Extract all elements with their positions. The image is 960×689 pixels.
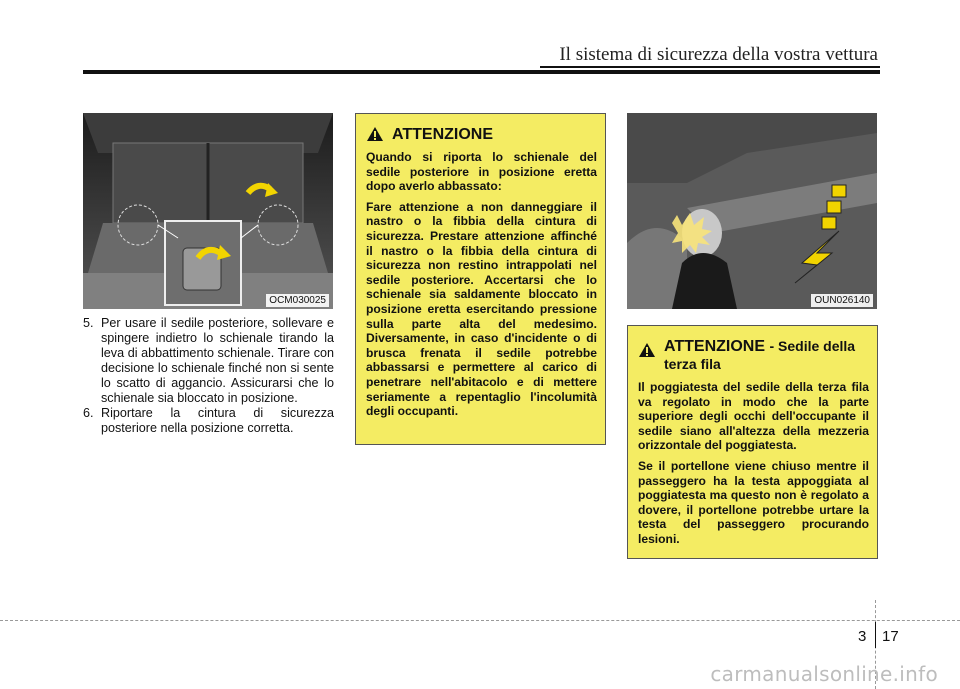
warning-header <box>638 338 869 374</box>
warning-paragraph: Il poggiatesta del sedile della terza fila va regolato in modo che la parte superiore degli occhi dell'occupante il sedile siano all'altezza della mezzeria orizzontale del poggiatesta. <box>638 380 869 453</box>
header-rule-thin <box>540 66 880 68</box>
instruction-list <box>83 316 334 436</box>
warning-paragraph: Quando si riporta lo schienale del sedile posteriore in posizione eretta dopo averlo abbassato: <box>366 150 597 194</box>
chapter-number: 3 <box>858 628 867 645</box>
instruction-text: Riportare la cintura di sicurezza posteriore nella posizione corretta. <box>101 406 334 435</box>
site-watermark: carmanualsonline.info <box>710 662 938 686</box>
instruction-number: 6. <box>83 406 94 420</box>
section-title: Il sistema di sicurezza della vostra vettura <box>559 44 878 65</box>
header-rule <box>83 70 880 74</box>
cargo-seat-photo <box>83 113 333 309</box>
warning-paragraph: Se il portellone viene chiuso mentre il passeggero ha la testa appoggiata al poggiatesta ma questo non è regolato a dovere, il portellone potrebbe urtare la testa del passeggero procurando lesioni. <box>638 458 869 546</box>
warning-paragraph: Fare attenzione a non danneggiare il nastro o la fibbia della cintura di sicurezza. Prestare attenzione affinché il nastro o la fibbia della cintura di sicurezza non restino intrappolati nel sedile posteriore. Accertarsi che lo schienale sia saldamente bloccato in posizione eretta esercitando pressione sulla parte alta del medesimo. Diversamente, in caso d'incidente o di brusca frenata il sedile potrebbe abbassarsi e permettere al carico di penetrare nell'abitacolo e di mettere seriamente a repentaglio l'incolumità degli occupanti. <box>366 199 597 419</box>
warning-subtitle: - Sedile della terza fila <box>664 338 856 372</box>
page-number-separator <box>875 622 876 648</box>
cargo-seat-illustration <box>83 113 333 309</box>
headrest-tailgate-illustration <box>627 113 877 309</box>
page-number: 17 <box>882 628 899 645</box>
warning-title: ATTENZIONE <box>664 338 766 355</box>
warning-heading-group <box>664 338 869 374</box>
headrest-tailgate-photo <box>627 113 877 309</box>
figure-caption-left: OCM030025 <box>266 294 329 307</box>
warning-box-headrest <box>627 325 878 559</box>
instruction-item <box>83 316 334 406</box>
figure-caption-right: OUN026140 <box>811 294 873 307</box>
warning-triangle-icon <box>366 126 384 142</box>
warning-header <box>366 126 597 144</box>
instruction-item <box>83 406 334 436</box>
instruction-number: 5. <box>83 316 94 330</box>
warning-triangle-icon <box>638 342 656 358</box>
warning-title: ATTENZIONE <box>392 126 494 143</box>
instruction-text: Per usare il sedile posteriore, sollevare e spingere indietro lo schienale tirando la leva di abbattimento schienale. Tirare con decisione lo schienale finché non si sente lo scatto di aggancio. Assicurarsi che lo schienale sia bloccato in posizione. <box>101 316 334 405</box>
crop-mark-horizontal <box>0 620 960 621</box>
warning-box-seatback <box>355 113 606 445</box>
